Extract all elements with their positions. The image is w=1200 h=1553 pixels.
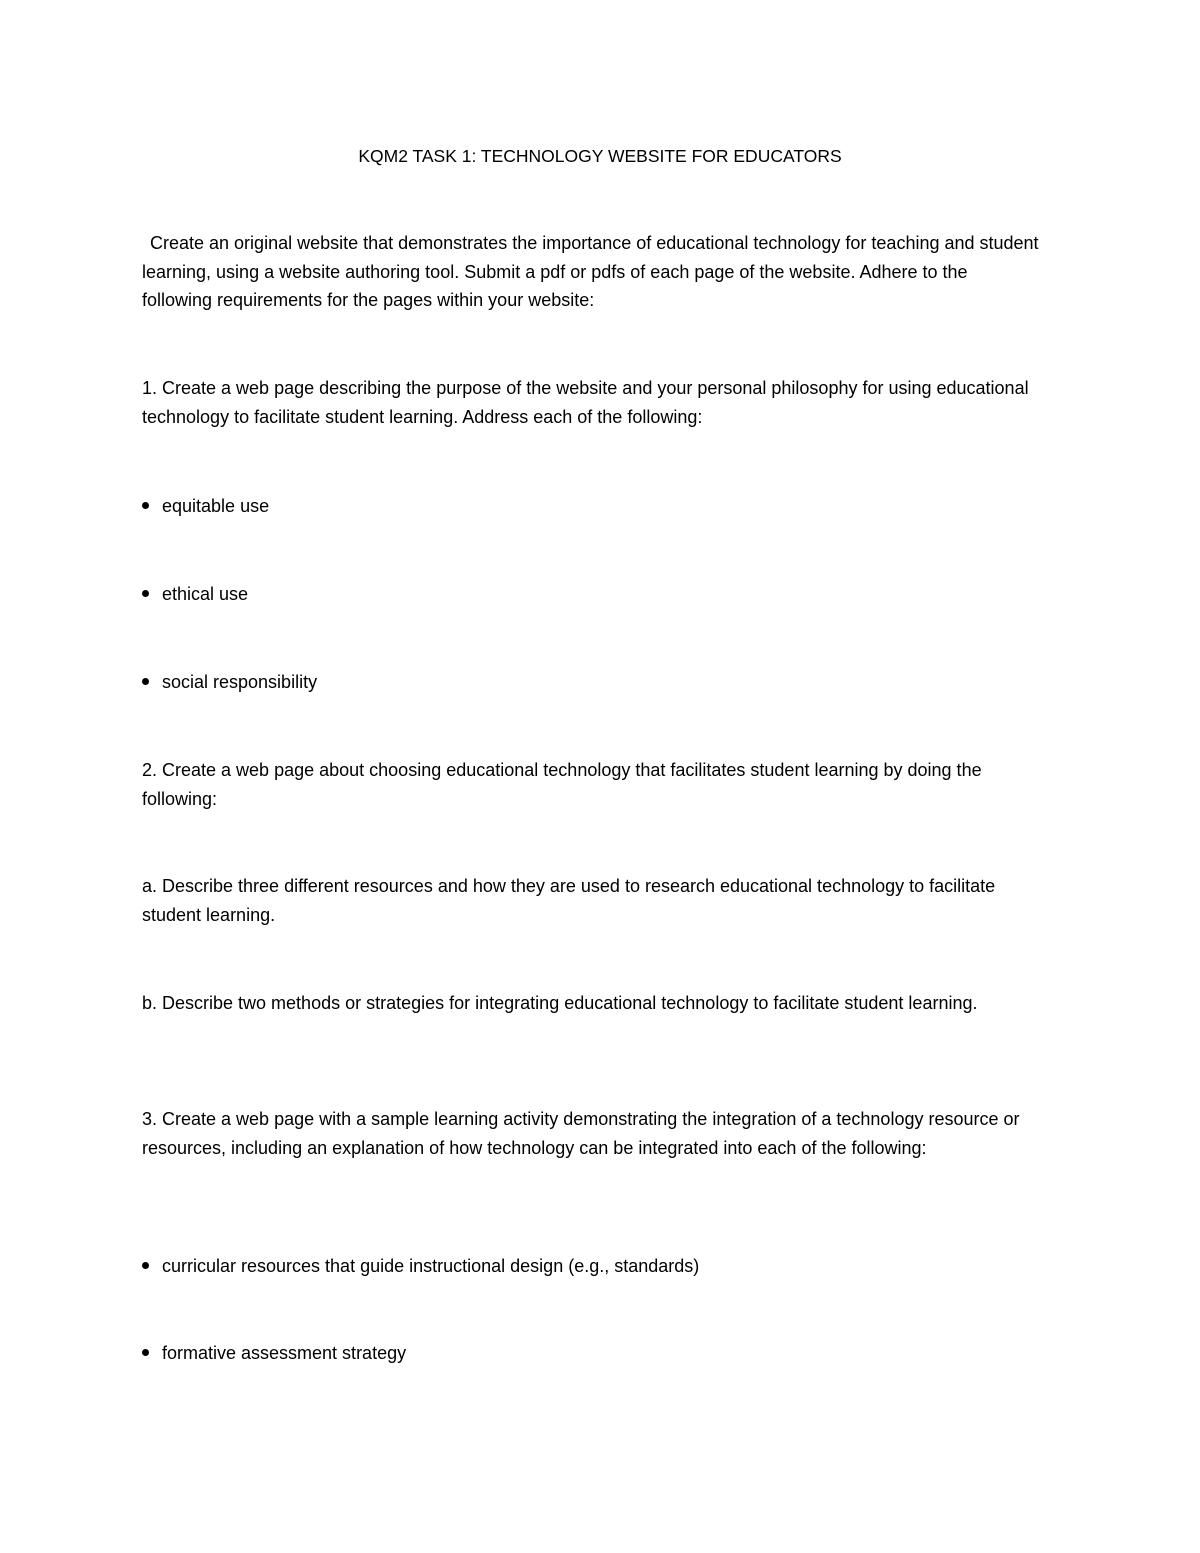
requirement-2b: b. Describe two methods or strategies for integrating educational technology to facilitate student learning. <box>142 993 978 1013</box>
bullet-dot-icon <box>142 1262 149 1269</box>
bullet-text: social responsibility <box>162 672 318 692</box>
requirement-3: 3. Create a web page with a sample learning activity demonstrating the integration of a technology resource or resources, including an explanation of how technology can be integrated into each of the following: <box>142 1109 1020 1158</box>
requirement-1: 1. Create a web page describing the purpose of the website and your personal philosophy for using educational technology to facilitate student learning. Address each of the following: <box>142 378 1029 427</box>
bullet-text: curricular resources that guide instructional design (e.g., standards) <box>162 1256 700 1276</box>
bullet-text: equitable use <box>162 496 270 516</box>
requirement-2: 2. Create a web page about choosing educational technology that facilitates student learning by doing the following: <box>142 760 982 809</box>
bullet-dot-icon <box>142 590 149 597</box>
bullet-dot-icon <box>142 502 149 509</box>
bullet-dot-icon <box>142 678 149 685</box>
bullet-text: formative assessment strategy <box>162 1343 407 1363</box>
requirement-2a: a. Describe three different resources and how they are used to research educational technology to facilitate student learning. <box>142 876 996 925</box>
bullet-text: ethical use <box>162 584 249 604</box>
intro-paragraph: Create an original website that demonstrates the importance of educational technology for teaching and student learning, using a website authoring tool. Submit a pdf or pdfs of each page of the website. Adhere to the following requirements for the pages within your website: <box>142 233 1039 310</box>
document-title: KQM2 TASK 1: TECHNOLOGY WEBSITE FOR EDUCATORS <box>358 146 842 166</box>
bullet-dot-icon <box>142 1349 149 1356</box>
